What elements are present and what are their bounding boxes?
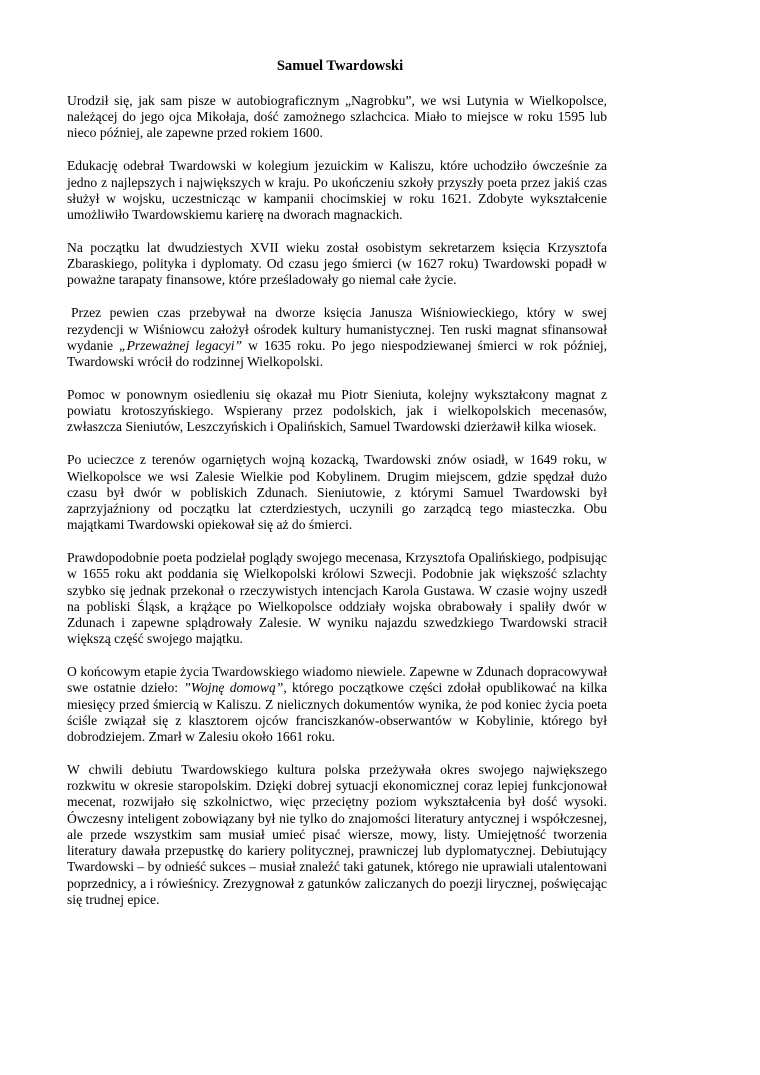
- paragraph-final-years: [67, 664, 607, 745]
- paragraph-swedish-war: Prawdopodobnie poeta podzielał poglądy swojego mecenasa, Krzysztofa Opalińskiego, podpisując w 1655 roku akt poddania się Wielkopolski królowi Szwecji. Podobnie jak większość szlachty szybko się jednak przekonał o rzeczywistych intencjach Karola Gustawa. W czasie wojny uszedł na pobliski Śląsk, a krążące po Wielkopolsce oddziały wojska obrabowały i spaliły dwór w Zdunach i zapewne splądrowały Zalesie. W wyniku najazdu szwedzkiego Twardowski stracił większą część swojego majątku.: [67, 550, 607, 647]
- paragraph-education: Edukację odebrał Twardowski w kolegium jezuickim w Kaliszu, które uchodziło ówcześnie za jedno z najlepszych i największych w kraju. Po ukończeniu szkoły przyszły poeta przez jakiś czas służył w wojsku, uczestnicząc w kampanii chocimskiej w roku 1621. Zdobyte wykształcenie umożliwiło Twardowskiemu karierę na dworach magnackich.: [67, 158, 607, 223]
- paragraph-birth: Urodził się, jak sam pisze w autobiograficznym „Nagrobku”, we wsi Lutynia w Wielkopolsce, należącej do jego ojca Mikołaja, dość zamożnego szlachcica. Miało to miejsce w roku 1595 lub nieco później, ale zapewne przed rokiem 1600.: [67, 93, 607, 141]
- paragraph-text: w 1635 roku. Po jego niespodziewanej śmierci w rok później, Twardowski wrócił do rodzinnej Wielkopolski.: [67, 337, 608, 370]
- paragraph-secretary: Na początku lat dwudziestych XVII wieku został osobistym sekretarzem księcia Krzysztofa Zbaraskiego, polityka i dyplomaty. Od czasu jego śmierci (w 1627 roku) Twardowski popadł w poważne tarapaty finansowe, które prześladowały go niemal całe życie.: [67, 240, 607, 288]
- paragraph-culture: W chwili debiutu Twardowskiego kultura polska przeżywała okres swojego największego rozkwitu w okresie staropolskim. Dzięki dobrej sytuacji ekonomicznej coraz lepiej funkcjonował mecenat, rozwijało się szkolnictwo, więc przeciętny poziom wykształcenia był dość wysoki. Ówczesny inteligent zobowiązany był nie tylko do znajomości literatury antycznej i współczesnej, ale przede wszystkim sam musiał umieć pisać wiersze, mowy, listy. Umiejętność tworzenia literatury dawała przepustkę do kariery politycznej, prawniczej lub dyplomatycznej. Debiutujący Twardowski – by odnieść sukces – musiał znaleźć taki gatunek, którego nie uprawiali utalentowani poprzednicy, a i rówieśnicy. Zrezygnował z gatunków zaliczanych do poezji lirycznej, poświęcając się trudnej epice.: [67, 762, 607, 907]
- paragraph-text: O końcowym etapie życia Twardowskiego wiadomo niewiele. Zapewne w Zdunach dopracowywał swe ostatnie dzieło:: [67, 664, 607, 696]
- work-title-przewazna-legacya: „Przeważnej legacyi”: [119, 337, 243, 353]
- document-title: Samuel Twardowski: [276, 58, 404, 74]
- paragraph-zalesie: Po ucieczce z terenów ogarniętych wojną kozacką, Twardowski znów osiadł, w 1649 roku, w Wielkopolsce we wsi Zalesie Wielkie pod Kobylinem. Drugim miejscem, gdzie spędzał dużo czasu był dwór w pobliskich Zdunach. Sieniutowie, z którymi Samuel Twardowski był zaprzyjaźniony od początku lat czterdziestych, uczynili go zarządcą tego miasteczka. Obu majątkami Twardowski opiekował się aż do śmierci.: [67, 452, 607, 533]
- paragraph-sieniuta: Pomoc w ponownym osiedleniu się okazał mu Piotr Sieniuta, kolejny wykształcony magnat z powiatu krotoszyńskiego. Wspierany przez podolskich, jak i wielkopolskich mecenasów, zwłaszcza Sieniutów, Leszczyńskich i Opalińskich, Samuel Twardowski dzierżawił kilka wiosek.: [67, 387, 607, 435]
- document-page: [67, 56, 607, 925]
- paragraph-text: Przez pewien czas przebywał na dworze księcia Janusza Wiśniowieckiego, który w swej rezydencji w Wiśniowcu założył ośrodek kultury humanistycznej. Ten ruski magnat sfinansował wydanie: [67, 305, 607, 353]
- paragraph-wisniowiecki: [67, 305, 607, 370]
- work-title-wojna-domowa: ”Wojnę domową”: [183, 680, 284, 696]
- paragraph-text: , którego początkowe części zdołał opublikować na kilka miesięcy przed śmiercią w Kaliszu. Z nielicznych dokumentów wynika, że pod koniec życia poeta ściśle związał się z klasztorem ojców franciszkanów-obserwantów w Kobylinie, którego był dobrodziejem. Zmarł w Zalesiu około 1661 roku.: [67, 680, 608, 745]
